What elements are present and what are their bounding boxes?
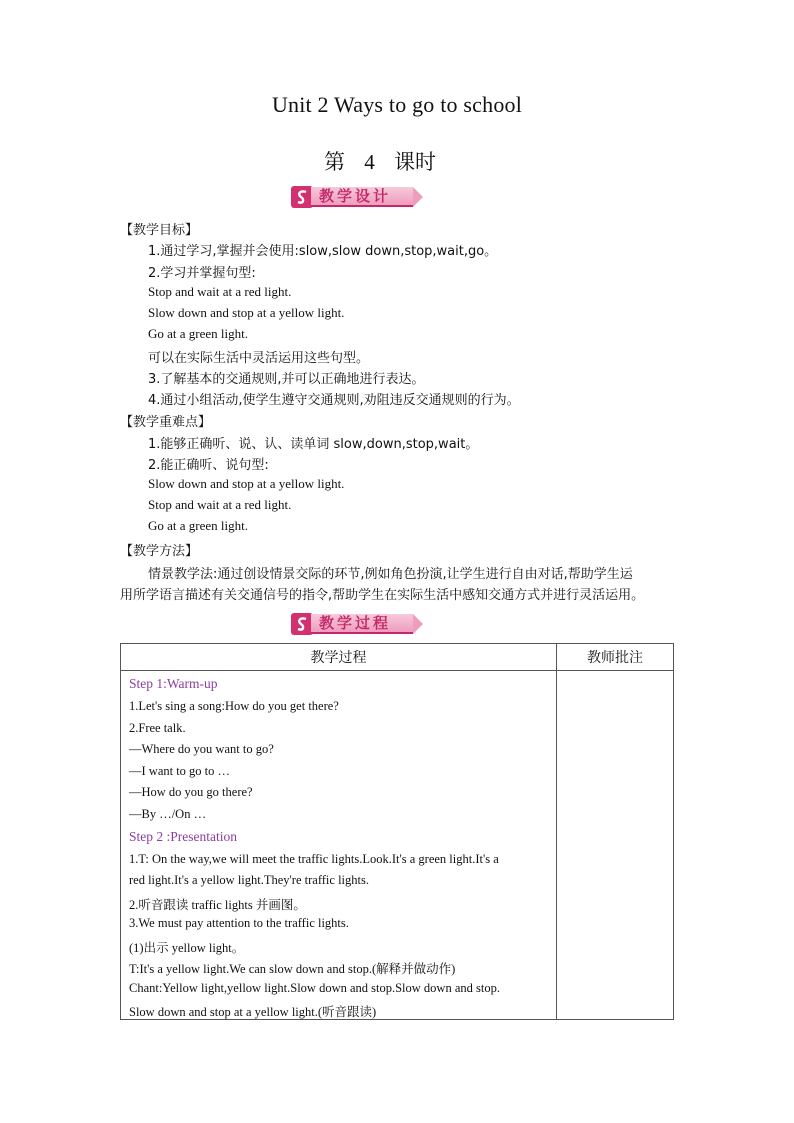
logo-icon <box>291 186 313 208</box>
methods-text: 用所学语言描述有关交通信号的指令,帮助学生在实际生活中感知交通方式并进行灵活运用。 <box>120 588 645 603</box>
ribbon-tail <box>413 187 423 207</box>
process-line: 1.Let's sing a song:How do you get there? <box>129 699 339 713</box>
objective-item: Slow down and stop at a yellow light. <box>148 305 345 320</box>
keypoint-item: 2.能正确听、说句型: <box>148 458 269 473</box>
process-line: (1)出示 yellow light。 <box>129 941 245 955</box>
process-line: 3.We must pay attention to the traffic lights. <box>129 916 349 930</box>
process-table <box>120 643 674 1020</box>
objective-item: 1.通过学习,掌握并会使用:slow,slow down,stop,wait,go。 <box>148 244 498 259</box>
table-row <box>121 671 674 1020</box>
keypoint-item: Slow down and stop at a yellow light. <box>148 476 345 491</box>
keypoint-item: 1.能够正确听、说、认、读单词 slow,down,stop,wait。 <box>148 437 479 452</box>
process-line: T:It's a yellow light.We can slow down and stop.(解释并做动作) <box>129 962 456 976</box>
step-heading: Step 1:Warm-up <box>129 676 218 691</box>
objective-item: 4.通过小组活动,使学生遵守交通规则,劝阻违反交通规则的行为。 <box>148 393 520 408</box>
process-line: Slow down and stop at a yellow light.(听音跟读) <box>129 1005 377 1019</box>
objective-item: 2.学习并掌握句型: <box>148 266 256 281</box>
design-banner <box>291 186 423 208</box>
process-line: —How do you go there? <box>129 785 253 799</box>
objective-item: Go at a green light. <box>148 326 248 341</box>
notes-cell <box>557 671 674 1020</box>
process-line: 2.听音跟读 traffic lights 并画图。 <box>129 898 306 912</box>
methods-text: 情景教学法:通过创设情景交际的环节,例如角色扮演,让学生进行自由对话,帮助学生运 <box>148 567 633 582</box>
objective-item: 可以在实际生活中灵活运用这些句型。 <box>148 351 370 366</box>
process-line: 1.T: On the way,we will meet the traffic lights.Look.It's a green light.It's a <box>129 852 499 866</box>
page-title: Unit 2 Ways to go to school <box>271 92 523 117</box>
column-header-process: 教学过程 <box>121 644 557 671</box>
process-line: —By …/On … <box>129 807 207 821</box>
keypoint-item: Go at a green light. <box>148 518 248 533</box>
column-header-notes: 教师批注 <box>557 644 674 671</box>
process-line: red light.It's a yellow light.They're traffic lights. <box>129 873 369 887</box>
keypoints-heading: 【教学重难点】 <box>120 415 212 430</box>
process-line: —I want to go to … <box>129 764 231 778</box>
process-line: Chant:Yellow light,yellow light.Slow down and stop.Slow down and stop. <box>129 981 500 995</box>
objective-item: Stop and wait at a red light. <box>148 284 292 299</box>
process-banner <box>291 613 423 635</box>
process-banner-label: 教学过程 <box>311 614 413 634</box>
lesson-number: 第 4 课时 <box>324 150 436 174</box>
table-header-row <box>121 644 674 671</box>
process-cell <box>121 671 557 1020</box>
keypoint-item: Stop and wait at a red light. <box>148 497 292 512</box>
process-line: 2.Free talk. <box>129 721 186 735</box>
ribbon-tail <box>413 614 423 634</box>
logo-icon <box>291 613 313 635</box>
step-heading: Step 2 :Presentation <box>129 829 237 844</box>
methods-heading: 【教学方法】 <box>120 544 199 559</box>
process-line: —Where do you want to go? <box>129 742 274 756</box>
design-banner-label: 教学设计 <box>311 187 413 207</box>
objectives-heading: 【教学目标】 <box>120 223 199 238</box>
objective-item: 3.了解基本的交通规则,并可以正确地进行表达。 <box>148 372 425 387</box>
